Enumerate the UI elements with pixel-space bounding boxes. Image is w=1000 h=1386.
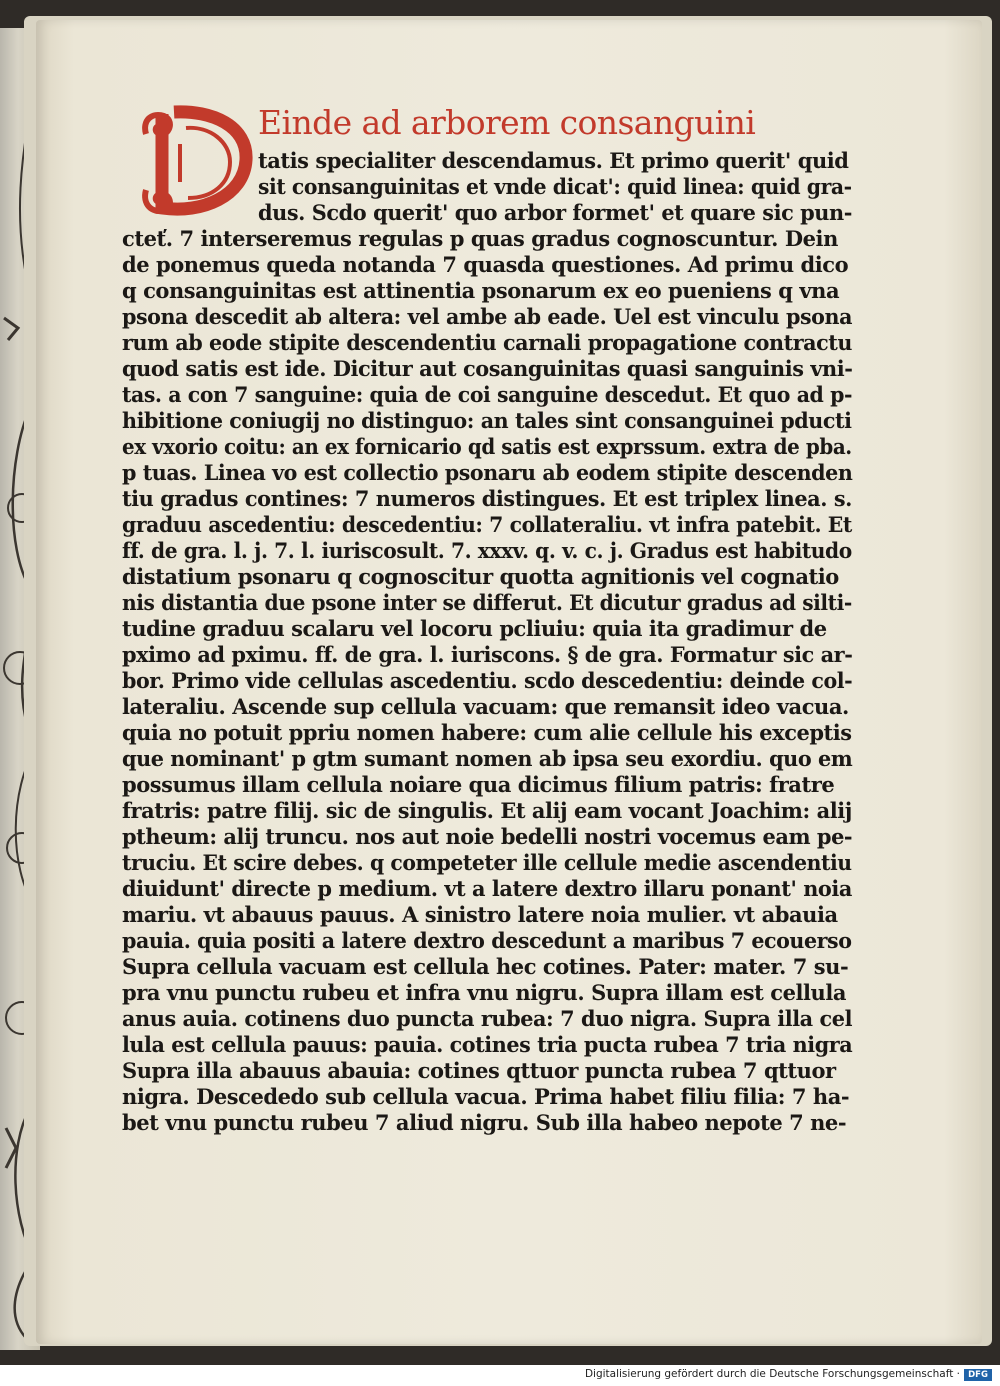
text-line: tudine graduu scalaru vel locoru pcliuiu: quia ita gradimur de: [122, 616, 827, 641]
text-line: mariu. vt abauus pauus. A sinistro latere noia mulier. vt abauia: [122, 902, 838, 927]
text-line: ptheum: alij truncu. nos aut noie bedelli nostri vocemus eam pe-: [122, 824, 853, 849]
text-line: ff. de gra. l. j. 7. l. iuriscosult. 7. xxxv. q. v. c. j. Gradus est habitudo: [122, 538, 852, 563]
text-line: bet vnu punctu rubeu 7 aliud nigru. Sub illa habeo nepote 7 ne-: [122, 1110, 847, 1135]
text-line: pra vnu punctu rubeu et infra vnu nigru. Supra illam est cellula: [122, 980, 847, 1005]
footer-bar: [0, 1365, 1000, 1386]
text-line: nigra. Descededo sub cellula vacua. Prima habet filiu filia: 7 ha-: [122, 1084, 850, 1109]
text-line: pauia. quia positi a latere dextro descedunt a maribus 7 ecouerso: [122, 928, 852, 953]
text-line: Supra illa abauus abauia: cotines qttuor puncta rubea 7 qttuor: [122, 1058, 836, 1083]
text-line: p tuas. Linea vo est collectio psonaru ab eodem stipite descenden: [122, 460, 853, 485]
text-line: psona descedit ab altera: vel ambe ab eade. Uel est vinculu psona: [122, 304, 852, 329]
text-line: lula est cellula pauus: pauia. cotines tria pucta rubea 7 tria nigra: [122, 1032, 853, 1057]
text-line: quia no potuit ppriu nomen habere: cum alie cellule his exceptis: [122, 720, 852, 745]
text-line: hibitione coniugij no distinguo: an tales sint consanguinei pducti: [122, 408, 852, 433]
text-line: tiu gradus contines: 7 numeros distingues. Et est triplex linea. s.: [122, 486, 852, 511]
text-line: anus auia. cotinens duo puncta rubea: 7 duo nigra. Supra illa cel: [122, 1006, 853, 1031]
text-line: diuidunt' directe p medium. vt a latere dextro illaru ponant' noia: [122, 876, 852, 901]
text-line: pximo ad pximu. ff. de gra. l. iuriscons. § de gra. Formatur sic ar-: [122, 642, 853, 667]
text-line: tas. a con 7 sanguine: quia de coi sanguine descedut. Et quo ad p-: [122, 382, 853, 407]
text-line: lateraliu. Ascende sup cellula vacuam: que remansit ideo vacua.: [122, 694, 849, 719]
text-line: Supra cellula vacuam est cellula hec cotines. Pater: mater. 7 su-: [122, 954, 849, 979]
dfg-logo: DFG: [964, 1369, 992, 1381]
text-line: sit consanguinitas et vnde dicat': quid linea: quid gra-: [258, 174, 852, 199]
text-line: tatis specialiter descendamus. Et primo querit' quid: [258, 148, 849, 173]
text-line: fratris: patre filij. sic de singulis. Et alij eam vocant Joachim: alij: [122, 798, 852, 823]
text-line: de ponemus queda notanda 7 quasda questiones. Ad primu dico: [122, 252, 849, 277]
text-line: que nominant' p gtm sumant nomen ab ipsa seu exordiu. quo em: [122, 746, 853, 771]
text-line: ex vxorio coitu: an ex fornicario qd satis est exprssum. extra de pba.: [122, 434, 852, 459]
text-line: nis distantia due psone inter se differut. Et dicutur gradus ad silti-: [122, 590, 852, 615]
text-line: q consanguinitas est attinentia psonarum ex eo pueniens q vna: [122, 278, 840, 303]
heading-line: Einde ad arborem consanguini: [258, 103, 756, 142]
decorated-initial-d: [140, 104, 258, 222]
text-line: dus. Scdo querit' quo arbor formet' et quare sic pun-: [258, 200, 852, 225]
footer-credit: Digitalisierung gefördert durch die Deutsche Forschungsgemeinschaft ·: [584, 1368, 960, 1380]
text-line: cteť. 7 interseremus regulas p quas gradus cognoscuntur. Dein: [122, 226, 838, 251]
text-line: distatium psonaru q cognoscitur quotta agnitionis vel cognatio: [122, 564, 839, 589]
text-line: bor. Primo vide cellulas ascedentiu. scdo descedentiu: deinde col-: [122, 668, 853, 693]
text-line: quod satis est ide. Dicitur aut cosanguinitas quasi sanguinis vni-: [122, 356, 853, 381]
text-line: rum ab eode stipite descendentiu carnali propagatione contractu: [122, 330, 852, 355]
text-line: possumus illam cellula noiare qua dicimus filium patris: fratre: [122, 772, 835, 797]
text-line: graduu ascedentiu: descedentiu: 7 collateraliu. vt infra patebit. Et: [122, 512, 852, 537]
text-line: truciu. Et scire debes. q competeter ille cellule medie ascendentiu: [122, 850, 852, 875]
